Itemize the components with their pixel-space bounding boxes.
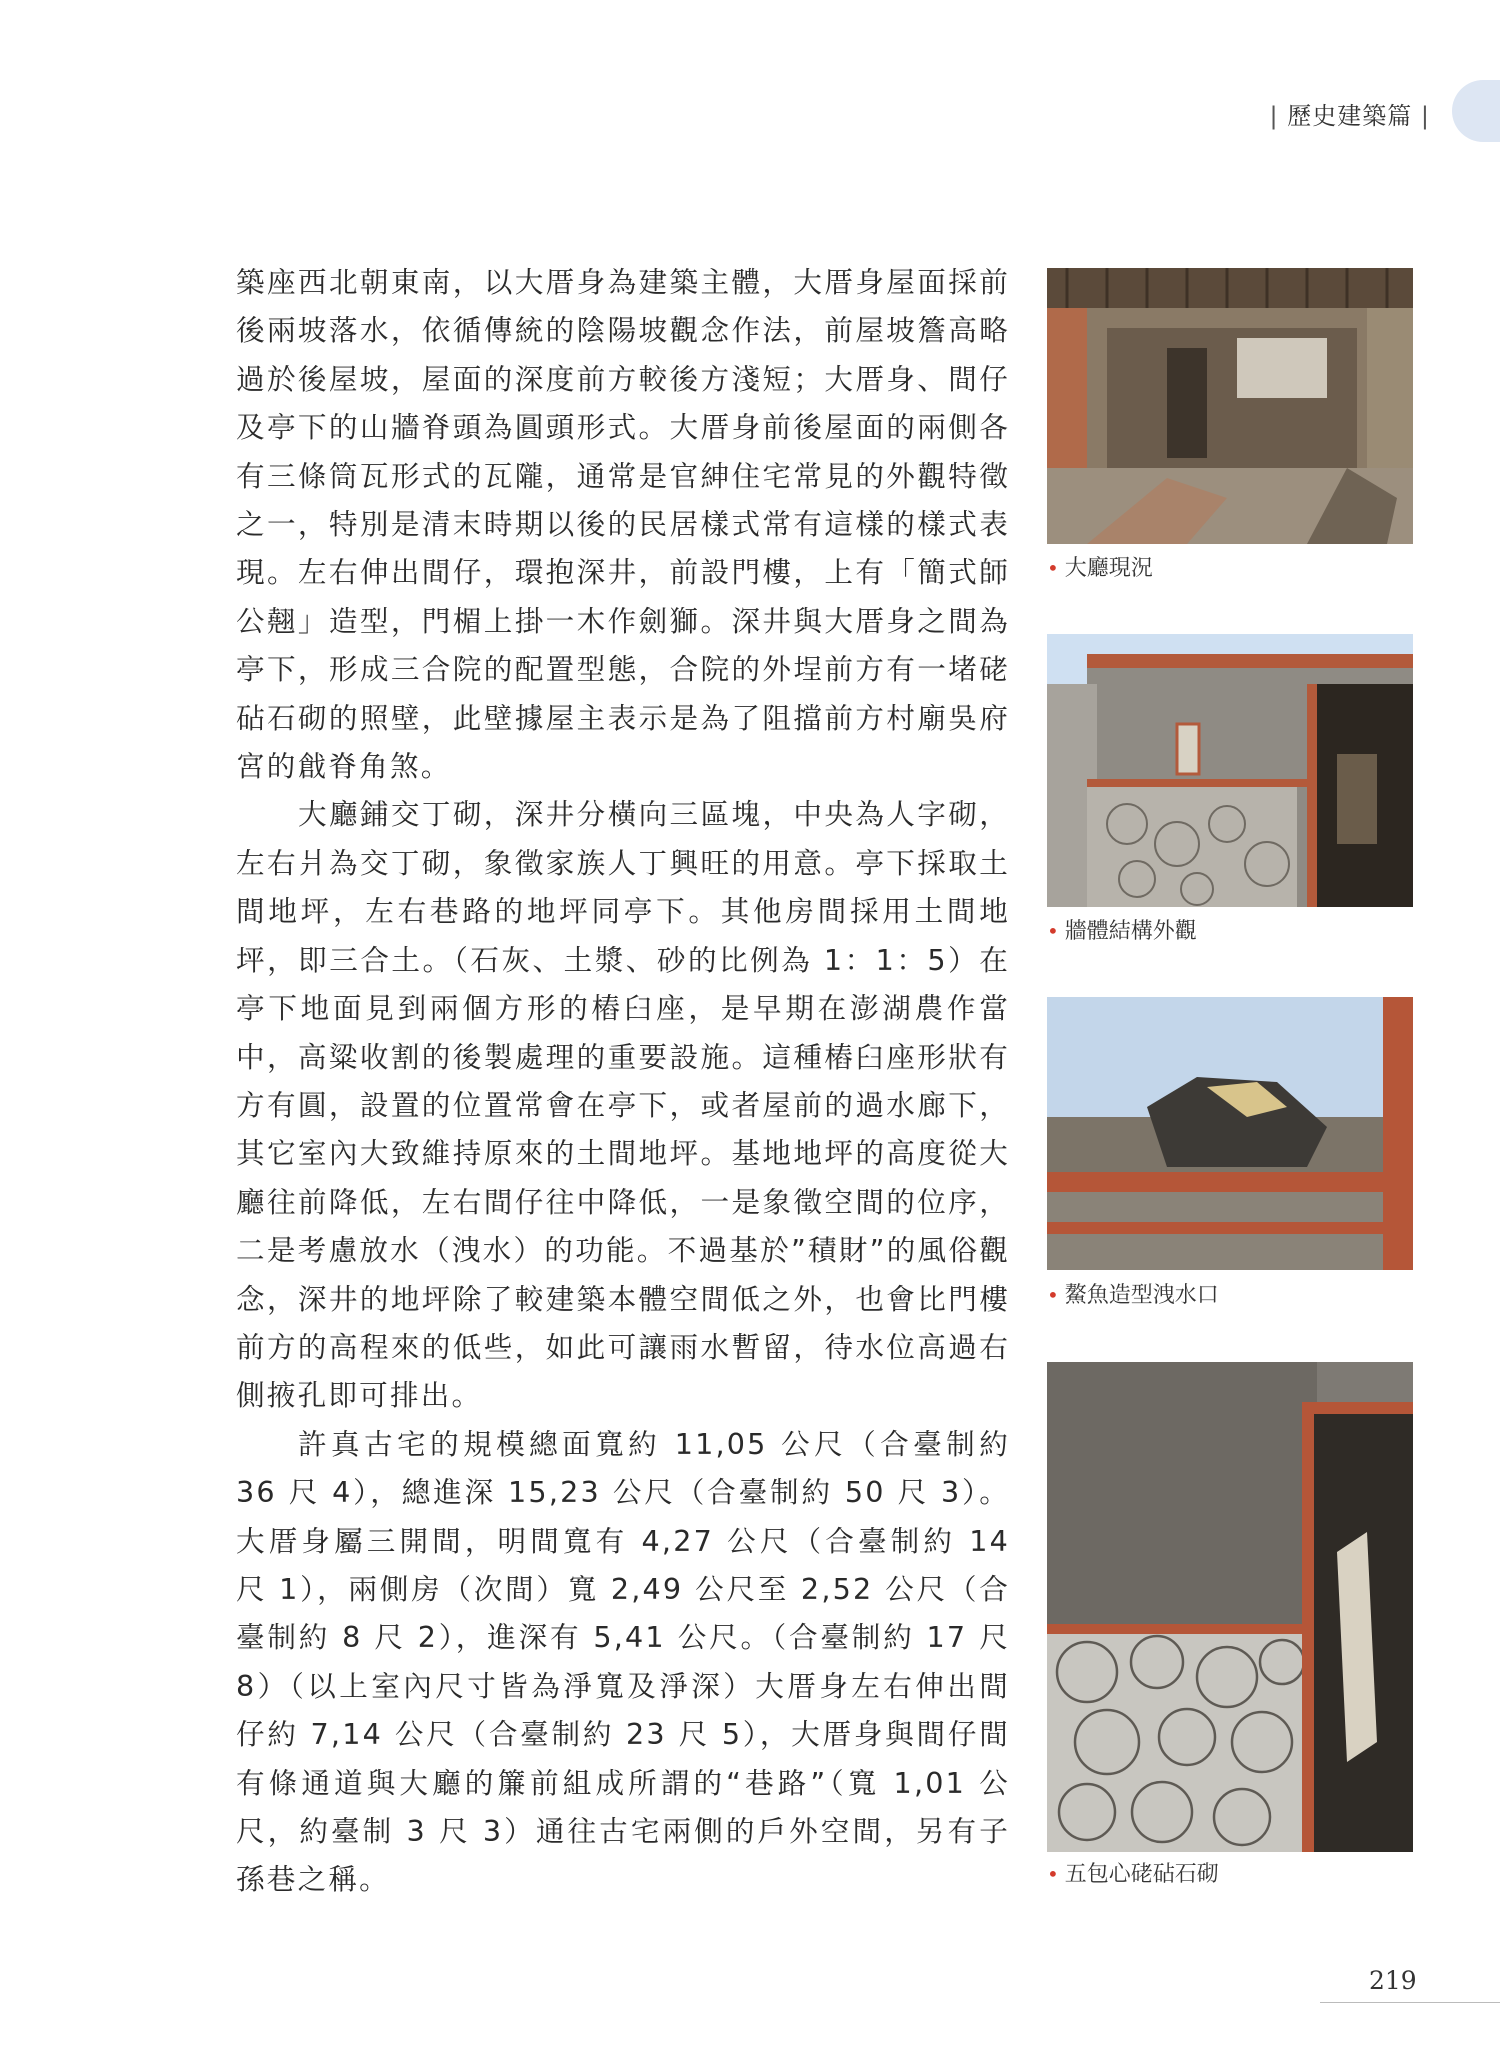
- caption-bullet: •: [1047, 919, 1059, 943]
- caption-text: 五包心硓砧石砌: [1064, 1862, 1219, 1887]
- photo-caption-4: [1047, 1857, 1219, 1888]
- caption-bullet: •: [1047, 1862, 1059, 1886]
- paragraph-3: 許真古宅的規模總面寬約 11,05 公尺（合臺制約 36 尺 4），總進深 15,23 公尺（合臺制約 50 尺 3）。大厝身屬三開間，明間寬有 4,27 公尺（合臺制約 14 尺 1），兩側房（次間）寬 2,49 公尺至 2,52 公尺（合臺制約 8 尺 2），進深有 5,41 公尺。（合臺制約 17 尺 8）（以上室內尺寸皆為淨寬及淨深）大厝身左右伸出間仔約 7,14 公尺（合臺制約 23 尺 5），大厝身與間仔間有條通道與大廳的簾前組成所謂的“巷路”（寬 1,01 公尺，約臺制 3 尺 3）通往古宅兩側的戶外空間，另有子孫巷之稱。: [236, 1426, 1010, 1897]
- photo-drain-spout: [1047, 997, 1413, 1270]
- photo-caption-2: [1047, 914, 1197, 945]
- section-tab-marker: [1452, 80, 1500, 142]
- paragraph-2: 大廳鋪交丁砌，深井分橫向三區塊，中央為人字砌，左右爿為交丁砌，象徵家族人丁興旺的用意。亭下採取土間地坪，左右巷路的地坪同亭下。其他房間採用土間地坪，即三合土。（石灰、土漿、砂的比例為 1：1：5）在亭下地面見到兩個方形的樁臼座，是早期在澎湖農作當中，高粱收割的後製處理的重要設施。這種樁臼座形狀有方有圓，設置的位置常會在亭下，或者屋前的過水廊下，其它室內大致維持原來的土間地坪。基地地坪的高度從大廳往前降低，左右間仔往中降低，一是象徵空間的位序，二是考慮放水（洩水）的功能。不過基於”積財”的風俗觀念，深井的地坪除了較建築本體空間低之外，也會比門樓前方的高程來的低些，如此可讓雨水暫留，待水位高過右側掖孔即可排出。: [236, 797, 1010, 1413]
- photo-coral-stone-wall: [1047, 1362, 1413, 1852]
- header-bar-left: |: [1269, 102, 1279, 130]
- paragraph-1: 築座西北朝東南，以大厝身為建築主體，大厝身屋面採前後兩坡落水，依循傳統的陰陽坡觀念作法，前屋坡簷高略過於後屋坡，屋面的深度前方較後方淺短；大厝身、間仔及亭下的山牆脊頭為圓頭形式。大厝身前後屋面的兩側各有三條筒瓦形式的瓦隴，通常是官紳住宅常見的外觀特徵之一，特別是清末時期以後的民居樣式常有這樣的樣式表現。左右伸出間仔，環抱深井，前設門樓，上有「簡式師公翹」造型，門楣上掛一木作劍獅。深井與大厝身之間為亭下，形成三合院的配置型態，合院的外埕前方有一堵硓砧石砌的照壁，此壁據屋主表示是為了阻擋前方村廟吳府宮的戧脊角煞。: [236, 265, 1010, 784]
- caption-text: 大廳現況: [1064, 556, 1153, 581]
- running-header: [1270, 96, 1430, 131]
- caption-text: 牆體結構外觀: [1064, 919, 1197, 944]
- header-bar-right: |: [1420, 102, 1430, 130]
- photo-wall-structure: [1047, 634, 1413, 907]
- caption-text: 鰲魚造型洩水口: [1064, 1283, 1219, 1308]
- section-title: 歷史建築篇: [1287, 102, 1413, 130]
- body-text: [236, 258, 1010, 1904]
- page-number-rule: [1320, 2002, 1500, 2003]
- photo-caption-1: [1047, 551, 1153, 582]
- caption-bullet: •: [1047, 1283, 1059, 1307]
- photo-hall-condition: [1047, 268, 1413, 544]
- caption-bullet: •: [1047, 556, 1059, 580]
- photo-caption-3: [1047, 1278, 1219, 1309]
- page-number: 219: [1369, 1966, 1417, 1995]
